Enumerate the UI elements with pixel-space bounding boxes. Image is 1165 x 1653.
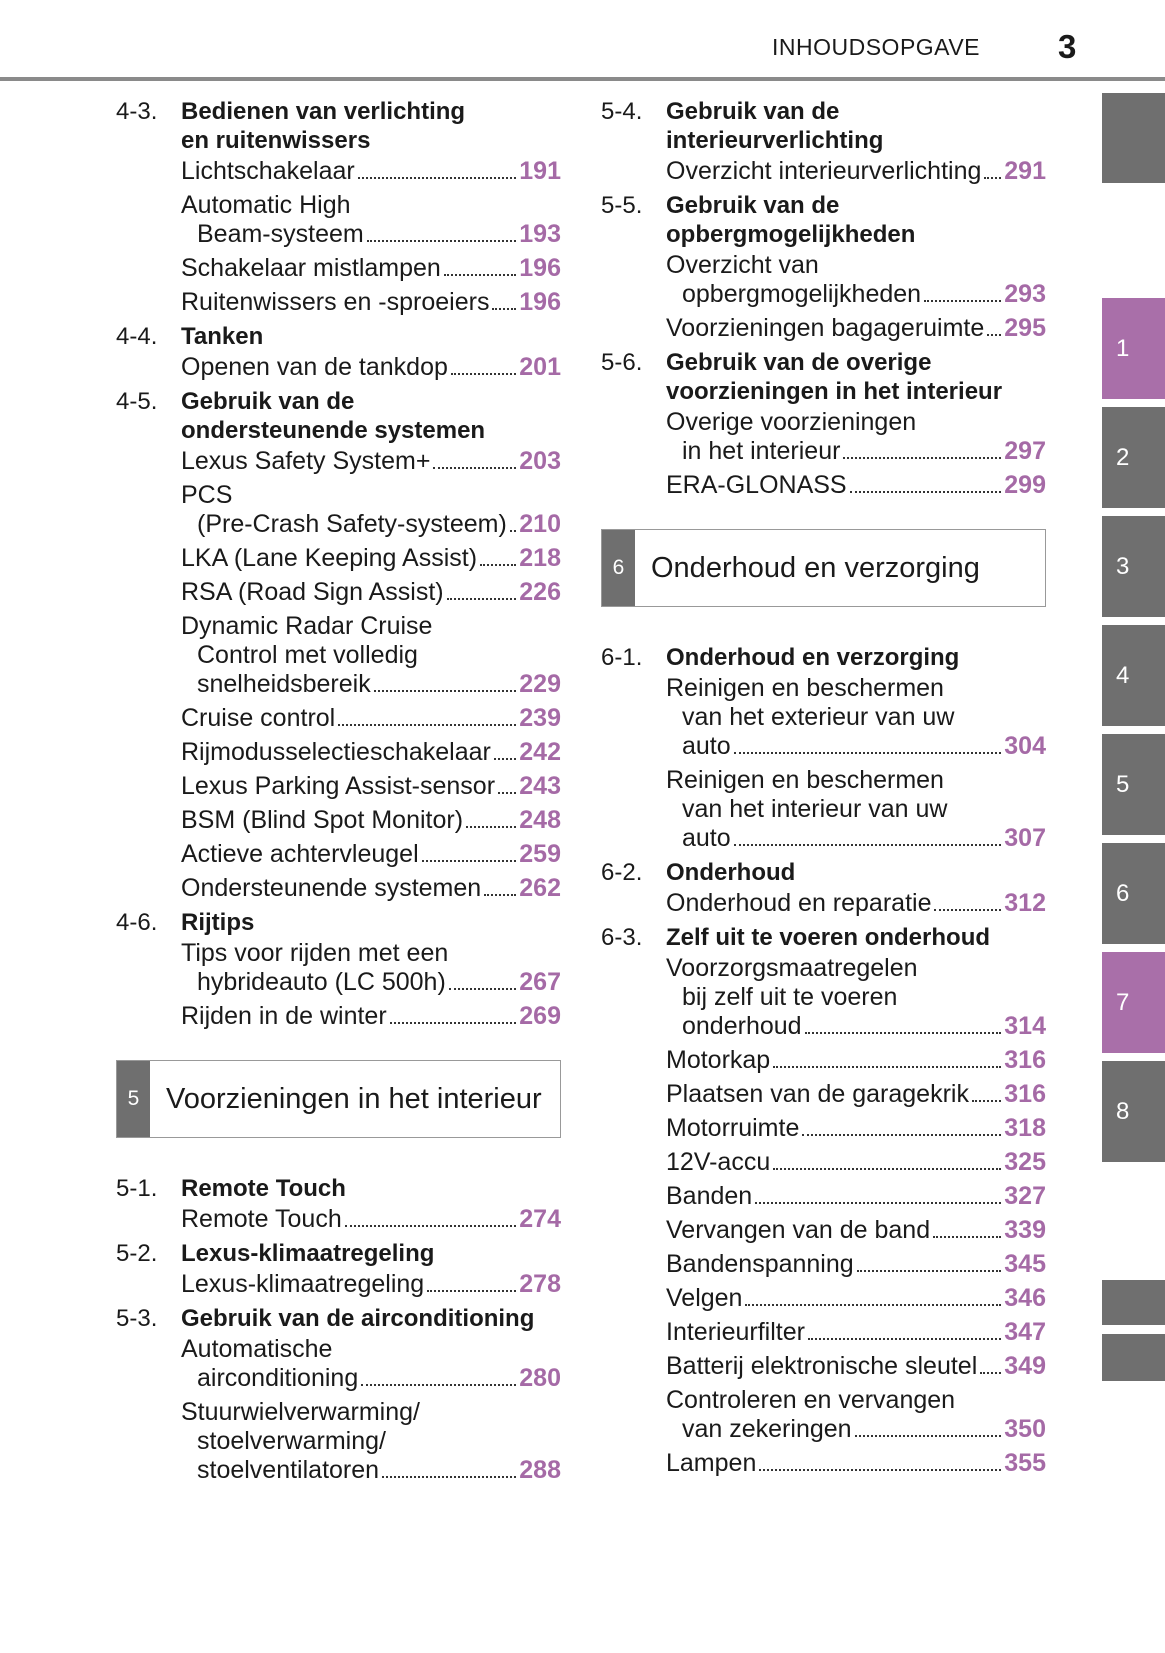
header-divider: [0, 77, 1165, 81]
toc-entry[interactable]: [181, 1203, 561, 1237]
dot-leader: [734, 752, 1002, 754]
toc-entry[interactable]: [181, 736, 561, 770]
entry-title: van zekeringen: [682, 1415, 852, 1443]
entry-title: Vervangen van de band: [666, 1216, 931, 1244]
entry-title: auto: [682, 824, 731, 852]
entry-title: hybrideauto (LC 500h): [197, 968, 446, 996]
entry-page-number[interactable]: 248: [519, 806, 561, 834]
entry-text-line: [666, 1046, 1046, 1075]
entry-title: snelheidsbereik: [197, 670, 371, 698]
section-title-line: Zelf uit te voeren onderhoud: [666, 924, 991, 951]
entry-text-line: [666, 157, 1046, 186]
dot-leader: [358, 177, 517, 179]
entry-page-number[interactable]: 291: [1004, 157, 1046, 185]
toc-section-heading[interactable]: [601, 923, 1046, 952]
entry-title: Motorkap: [666, 1046, 771, 1074]
toc-entry[interactable]: [181, 576, 561, 610]
entry-text-line: [666, 1114, 1046, 1143]
entry-page-number[interactable]: 355: [1004, 1449, 1046, 1477]
entry-page-number[interactable]: 262: [519, 874, 561, 902]
entry-text-line: [666, 437, 1046, 466]
toc-entry[interactable]: [666, 249, 1046, 312]
entry-title: Cruise control: [181, 704, 336, 732]
entry-text-line: Overige voorzieningen: [666, 408, 917, 436]
entry-text-line: [666, 314, 1046, 343]
entry-text-line: [666, 1148, 1046, 1177]
entry-text-line: [181, 220, 561, 249]
entry-title: onderhoud: [682, 1012, 802, 1040]
chapter-tab[interactable]: 4: [1102, 625, 1165, 726]
dot-leader: [980, 1372, 1001, 1374]
toc-entry[interactable]: [666, 1316, 1046, 1350]
entry-page-number[interactable]: 278: [519, 1270, 561, 1298]
toc-entry[interactable]: [181, 702, 561, 736]
entry-title: Beam-systeem: [197, 220, 364, 248]
entry-page-number[interactable]: 239: [519, 704, 561, 732]
dot-leader: [498, 792, 516, 794]
toc-entry[interactable]: [181, 286, 561, 320]
entry-text-line: [666, 1080, 1046, 1109]
entry-title: Lichtschakelaar: [181, 157, 355, 185]
entry-title: ERA-GLONASS: [666, 471, 847, 499]
entry-text-line: Dynamic Radar Cruise: [181, 612, 433, 640]
section-title-line: opbergmogelijkheden: [666, 221, 916, 248]
entry-text-line: [666, 1216, 1046, 1245]
entry-page-number[interactable]: 243: [519, 772, 561, 800]
toc-section-heading[interactable]: [601, 643, 1046, 672]
toc-entry[interactable]: [181, 872, 561, 906]
entry-page-number[interactable]: 210: [519, 510, 561, 538]
toc-entry[interactable]: [181, 610, 561, 702]
entry-title: Voorzieningen bagageruimte: [666, 314, 985, 342]
entry-text-line: [666, 824, 1046, 853]
dot-leader: [805, 1032, 1002, 1034]
entry-text-line: bij zelf uit te voeren: [682, 983, 898, 1011]
entry-title: RSA (Road Sign Assist): [181, 578, 444, 606]
chapter-tab[interactable]: 3: [1102, 516, 1165, 617]
entry-page-number[interactable]: 218: [519, 544, 561, 572]
entry-title: Batterij elektronische sleutel: [666, 1352, 978, 1380]
toc-entry[interactable]: [181, 770, 561, 804]
dot-leader: [449, 988, 517, 990]
section-title-line: Gebruik van de: [666, 192, 840, 219]
entry-text-line: van het interieur van uw: [682, 795, 948, 823]
entry-text-line: [181, 510, 561, 539]
dot-leader: [433, 467, 516, 469]
toc-section-heading[interactable]: [601, 191, 1046, 249]
entry-title: Lexus Safety System+: [181, 447, 431, 475]
entry-title: Schakelaar mistlampen: [181, 254, 441, 282]
toc-section-heading[interactable]: [116, 97, 561, 155]
section-title-line: Gebruik van de overige: [666, 349, 932, 376]
toc-section-heading[interactable]: [116, 1304, 561, 1333]
entry-title: Actieve achtervleugel: [181, 840, 419, 868]
dot-leader: [755, 1202, 1001, 1204]
entry-page-number[interactable]: 269: [519, 1002, 561, 1030]
toc-section-heading[interactable]: [116, 1239, 561, 1268]
section-number: 5-5.: [601, 192, 643, 219]
dot-leader: [850, 491, 1002, 493]
entry-text-line: [181, 157, 561, 186]
section-title-line: Rijtips: [181, 909, 255, 936]
section-title-line: Gebruik van de: [666, 98, 840, 125]
entry-page-number[interactable]: 297: [1004, 437, 1046, 465]
entry-text-line: [181, 353, 561, 382]
section-title-line: Tanken: [181, 323, 264, 350]
dot-leader: [494, 758, 516, 760]
entry-text-line: Stuurwielverwarming/: [181, 1398, 420, 1426]
section-number: 6-1.: [601, 644, 643, 671]
entry-page-number[interactable]: 350: [1004, 1415, 1046, 1443]
toc-section-heading[interactable]: [601, 348, 1046, 406]
toc-entry[interactable]: [666, 1447, 1046, 1481]
dot-leader: [466, 826, 516, 828]
entry-title: Velgen: [666, 1284, 743, 1312]
entry-title: auto: [682, 732, 731, 760]
entry-text-line: [666, 1352, 1046, 1381]
entry-text-line: [666, 1415, 1046, 1444]
entry-page-number[interactable]: 325: [1004, 1148, 1046, 1176]
chapter-tab[interactable]: 7: [1102, 952, 1165, 1053]
entry-page-number[interactable]: 242: [519, 738, 561, 766]
dot-leader: [808, 1338, 1001, 1340]
entry-text-line: [181, 874, 561, 903]
entry-page-number[interactable]: 203: [519, 447, 561, 475]
entry-title: Interieurfilter: [666, 1318, 805, 1346]
dot-leader: [447, 598, 517, 600]
chapter-tab[interactable]: [1102, 1280, 1165, 1325]
entry-text-line: [666, 471, 1046, 500]
entry-text-line: [181, 254, 561, 283]
entry-title: Banden: [666, 1182, 753, 1210]
entry-page-number[interactable]: 226: [519, 578, 561, 606]
dot-leader: [745, 1304, 1001, 1306]
entry-text-line: [666, 1012, 1046, 1041]
entry-text-line: Automatic High: [181, 191, 351, 219]
entry-title: Rijmodusselectieschakelaar: [181, 738, 491, 766]
dot-leader: [759, 1469, 1001, 1471]
entry-title: Ondersteunende systemen: [181, 874, 482, 902]
toc-entry[interactable]: [666, 1282, 1046, 1316]
entry-text-line: Overzicht van: [666, 251, 819, 279]
entry-page-number[interactable]: 293: [1004, 280, 1046, 308]
entry-text-line: Reinigen en beschermen: [666, 766, 944, 794]
toc-section-heading[interactable]: [116, 387, 561, 445]
chapter-tab[interactable]: 8: [1102, 1061, 1165, 1162]
chapter-heading-box: [116, 1060, 561, 1138]
entry-text-line: [181, 447, 561, 476]
toc-entry[interactable]: [181, 937, 561, 1000]
toc-entry[interactable]: [666, 672, 1046, 764]
dot-leader: [451, 373, 516, 375]
page-header-title: INHOUDSOPGAVE: [772, 34, 980, 60]
dot-leader: [855, 1435, 1002, 1437]
entry-title: 12V-accu: [666, 1148, 771, 1176]
dot-leader: [427, 1290, 516, 1292]
chapter-tab[interactable]: [1102, 1334, 1165, 1381]
entry-text-line: [181, 738, 561, 767]
dot-leader: [843, 457, 1001, 459]
toc-entry[interactable]: [666, 312, 1046, 346]
toc-entry[interactable]: [666, 469, 1046, 503]
section-number: 5-1.: [116, 1175, 158, 1202]
dot-leader: [510, 530, 516, 532]
entry-text-line: Reinigen en beschermen: [666, 674, 944, 702]
entry-text-line: [181, 1456, 561, 1485]
chapter-tab[interactable]: [1102, 93, 1165, 183]
entry-text-line: Tips voor rijden met een: [181, 939, 449, 967]
entry-page-number[interactable]: 267: [519, 968, 561, 996]
section-number: 5-3.: [116, 1305, 158, 1332]
dot-leader: [480, 564, 516, 566]
toc-entry[interactable]: [666, 1214, 1046, 1248]
section-number: 4-3.: [116, 98, 158, 125]
dot-leader: [492, 308, 516, 310]
dot-leader: [934, 909, 1001, 911]
entry-page-number[interactable]: 307: [1004, 824, 1046, 852]
section-title-line: Onderhoud en verzorging: [666, 644, 960, 671]
entry-page-number[interactable]: 196: [519, 288, 561, 316]
toc-entry[interactable]: [181, 189, 561, 252]
dot-leader: [734, 844, 1002, 846]
entry-page-number[interactable]: 312: [1004, 889, 1046, 917]
entry-page-number[interactable]: 280: [519, 1364, 561, 1392]
dot-leader: [338, 724, 516, 726]
section-number: 6-3.: [601, 924, 643, 951]
entry-text-line: PCS: [181, 481, 233, 509]
entry-page-number[interactable]: 295: [1004, 314, 1046, 342]
entry-text-line: [666, 1318, 1046, 1347]
entry-title: (Pre-Crash Safety-systeem): [197, 510, 507, 538]
entry-title: opbergmogelijkheden: [682, 280, 922, 308]
entry-text-line: Automatische: [181, 1335, 333, 1363]
entry-title: Onderhoud en reparatie: [666, 889, 932, 917]
entry-text-line: [666, 1250, 1046, 1279]
dot-leader: [984, 177, 1001, 179]
entry-page-number[interactable]: 314: [1004, 1012, 1046, 1040]
dot-leader: [972, 1100, 1001, 1102]
toc-entry[interactable]: [666, 155, 1046, 189]
toc-column-left: [116, 95, 561, 1488]
toc-entry[interactable]: [181, 804, 561, 838]
entry-title: Lexus Parking Assist-sensor: [181, 772, 496, 800]
toc-entry[interactable]: [666, 1112, 1046, 1146]
section-number: 5-2.: [116, 1240, 158, 1267]
toc-entry[interactable]: [181, 1396, 561, 1488]
entry-page-number[interactable]: 349: [1004, 1352, 1046, 1380]
section-title-line: voorzieningen in het interieur: [666, 378, 1003, 405]
section-number: 4-5.: [116, 388, 158, 415]
toc-entry[interactable]: [666, 1350, 1046, 1384]
entry-page-number[interactable]: 193: [519, 220, 561, 248]
toc-entry[interactable]: [181, 838, 561, 872]
section-title-line: en ruitenwissers: [181, 127, 371, 154]
dot-leader: [444, 274, 516, 276]
entry-title: Remote Touch: [181, 1205, 342, 1233]
entry-text-line: [181, 704, 561, 733]
entry-text-line: [181, 840, 561, 869]
entry-page-number[interactable]: 346: [1004, 1284, 1046, 1312]
entry-text-line: [181, 1205, 561, 1234]
toc-entry[interactable]: [666, 1180, 1046, 1214]
entry-page-number[interactable]: 259: [519, 840, 561, 868]
entry-page-number[interactable]: 196: [519, 254, 561, 282]
entry-title: airconditioning: [197, 1364, 359, 1392]
entry-text-line: [666, 1284, 1046, 1313]
entry-page-number[interactable]: 339: [1004, 1216, 1046, 1244]
chapter-number: 6: [602, 530, 635, 606]
dot-leader: [484, 894, 516, 896]
chapter-number: 5: [117, 1061, 150, 1137]
entry-text-line: Voorzorgsmaatregelen: [666, 954, 918, 982]
chapter-tab[interactable]: 1: [1102, 298, 1165, 399]
entry-page-number[interactable]: 304: [1004, 732, 1046, 760]
toc-entry[interactable]: [181, 445, 561, 479]
entry-title: Openen van de tankdop: [181, 353, 448, 381]
section-title-line: Onderhoud: [666, 859, 796, 886]
section-title-line: Gebruik van de airconditioning: [181, 1305, 535, 1332]
chapter-heading-box: [601, 529, 1046, 607]
toc-section-heading[interactable]: [116, 908, 561, 937]
entry-text-line: [181, 578, 561, 607]
section-title-line: Gebruik van de: [181, 388, 355, 415]
section-title-line: Bedienen van verlichting: [181, 98, 466, 125]
chapter-tab[interactable]: 5: [1102, 734, 1165, 835]
entry-title: stoelventilatoren: [197, 1456, 380, 1484]
dot-leader: [361, 1384, 516, 1386]
toc-entry[interactable]: [666, 1384, 1046, 1447]
entry-title: Overzicht interieurverlichting: [666, 157, 982, 185]
dot-leader: [933, 1236, 1001, 1238]
entry-text-line: [181, 1270, 561, 1299]
entry-page-number[interactable]: 316: [1004, 1046, 1046, 1074]
entry-text-line: stoelverwarming/: [197, 1427, 386, 1455]
section-number: 4-6.: [116, 909, 158, 936]
toc-entry[interactable]: [181, 1268, 561, 1302]
entry-text-line: [181, 670, 561, 699]
chapter-title: Onderhoud en verzorging: [651, 551, 980, 584]
toc-entry[interactable]: [181, 479, 561, 542]
entry-title: in het interieur: [682, 437, 841, 465]
section-number: 6-2.: [601, 859, 643, 886]
entry-title: Rijden in de winter: [181, 1002, 387, 1030]
chapter-title: Voorzieningen in het interieur: [166, 1082, 542, 1115]
section-title-line: Remote Touch: [181, 1175, 346, 1202]
entry-page-number[interactable]: 299: [1004, 471, 1046, 499]
section-number: 5-6.: [601, 349, 643, 376]
toc-section-heading[interactable]: [601, 97, 1046, 155]
entry-title: Ruitenwissers en -sproeiers: [181, 288, 490, 316]
dot-leader: [390, 1022, 517, 1024]
toc-section-heading[interactable]: [116, 322, 561, 351]
entry-title: LKA (Lane Keeping Assist): [181, 544, 478, 572]
toc-entry[interactable]: [666, 1146, 1046, 1180]
dot-leader: [857, 1270, 1002, 1272]
section-title-line: ondersteunende systemen: [181, 417, 486, 444]
toc-section-heading[interactable]: [601, 858, 1046, 887]
entry-title: Motorruimte: [666, 1114, 800, 1142]
dot-leader: [773, 1066, 1001, 1068]
chapter-tab[interactable]: 6: [1102, 843, 1165, 944]
section-number: 4-4.: [116, 323, 158, 350]
toc-entry[interactable]: [181, 155, 561, 189]
toc-entry[interactable]: [181, 351, 561, 385]
entry-text-line: Controleren en vervangen: [666, 1386, 956, 1414]
entry-text-line: [181, 968, 561, 997]
section-title-line: interieurverlichting: [666, 127, 884, 154]
entry-page-number[interactable]: 288: [519, 1456, 561, 1484]
section-title-line: Lexus-klimaatregeling: [181, 1240, 435, 1267]
dot-leader: [374, 690, 517, 692]
dot-leader: [367, 240, 517, 242]
entry-text-line: [181, 1364, 561, 1393]
entry-text-line: [181, 288, 561, 317]
entry-text-line: [666, 280, 1046, 309]
dot-leader: [382, 1476, 516, 1478]
toc-entry[interactable]: [666, 887, 1046, 921]
entry-text-line: van het exterieur van uw: [682, 703, 955, 731]
entry-page-number[interactable]: 327: [1004, 1182, 1046, 1210]
entry-page-number[interactable]: 345: [1004, 1250, 1046, 1278]
entry-page-number[interactable]: 229: [519, 670, 561, 698]
toc-section-heading[interactable]: [116, 1174, 561, 1203]
entry-page-number[interactable]: 347: [1004, 1318, 1046, 1346]
entry-page-number[interactable]: 191: [519, 157, 561, 185]
entry-text-line: [181, 1002, 561, 1031]
entry-page-number[interactable]: 316: [1004, 1080, 1046, 1108]
dot-leader: [802, 1134, 1001, 1136]
entry-title: Lexus-klimaatregeling: [181, 1270, 425, 1298]
toc-entry[interactable]: [666, 1078, 1046, 1112]
toc-entry[interactable]: [666, 406, 1046, 469]
dot-leader: [345, 1225, 517, 1227]
toc-entry[interactable]: [181, 542, 561, 576]
entry-page-number[interactable]: 274: [519, 1205, 561, 1233]
entry-page-number[interactable]: 318: [1004, 1114, 1046, 1142]
entry-text-line: [181, 806, 561, 835]
entry-text-line: Control met volledig: [197, 641, 418, 669]
toc-entry[interactable]: [666, 764, 1046, 856]
dot-leader: [987, 334, 1001, 336]
chapter-tab[interactable]: 2: [1102, 407, 1165, 508]
entry-title: Plaatsen van de garagekrik: [666, 1080, 969, 1108]
entry-text-line: [181, 544, 561, 573]
entry-text-line: [181, 772, 561, 801]
toc-entry[interactable]: [666, 1044, 1046, 1078]
dot-leader: [422, 860, 517, 862]
entry-text-line: [666, 889, 1046, 918]
toc-entry[interactable]: [181, 252, 561, 286]
toc-column-right: [601, 95, 1046, 1481]
entry-text-line: [666, 1449, 1046, 1478]
toc-entry[interactable]: [666, 1248, 1046, 1282]
dot-leader: [773, 1168, 1001, 1170]
entry-title: BSM (Blind Spot Monitor): [181, 806, 464, 834]
entry-title: Lampen: [666, 1449, 757, 1477]
toc-entry[interactable]: [666, 952, 1046, 1044]
page-number: 3: [1058, 28, 1077, 65]
toc-entry[interactable]: [181, 1000, 561, 1034]
entry-text-line: [666, 732, 1046, 761]
dot-leader: [924, 300, 1001, 302]
entry-text-line: [666, 1182, 1046, 1211]
entry-title: Bandenspanning: [666, 1250, 854, 1278]
entry-page-number[interactable]: 201: [519, 353, 561, 381]
toc-entry[interactable]: [181, 1333, 561, 1396]
section-number: 5-4.: [601, 98, 643, 125]
